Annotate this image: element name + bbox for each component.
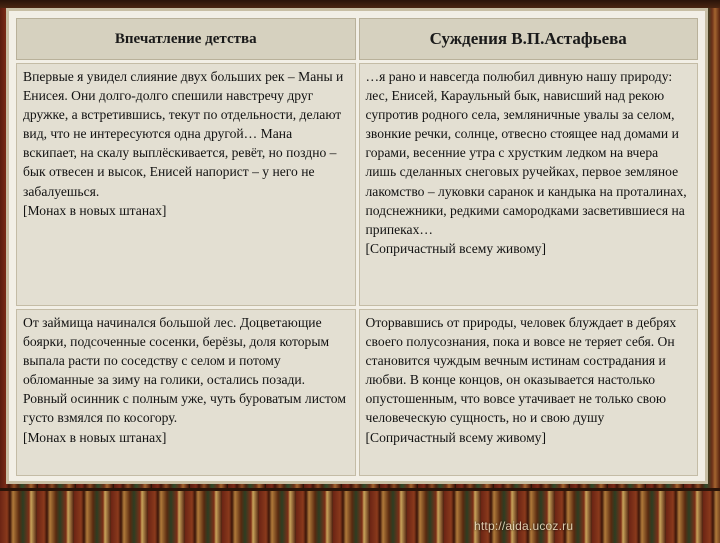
table-cell-judgment xyxy=(359,63,699,306)
comparison-table xyxy=(13,15,701,479)
cell-text: Впервые я увидел слияние двух больших рек – Маны и Енисея. Они долго-долго спешили навстречу друг дружке, а встретившись, текут по отдельности, делают вид, что не интересуются одна другой… Мана вскипает, на скалу выплёскивается, ревёт, но поздно – бык отвесен и высок, Енисей напорист – у него не забалуешься. [Монах в новых штанах] xyxy=(23,69,344,218)
bookshelf-bottom-decor xyxy=(0,488,720,543)
table-cell-judgment xyxy=(359,309,699,476)
cell-text: …я рано и навсегда полюбил дивную нашу природу: лес, Енисей, Караульный бык, нависший над рекою супротив родного села, земляничные увалы за селом, звонкие речки, солнце, отвесно стоящее над домами и горами, весенние утра с хрустким ледком на вчера лишь сделанных снеговых ручейках, первое земляное лакомство – луковки саранок и кандыка на проталинах, подснежники, редкими самородками засветившиеся на припеках… [Сопричастный всему живому] xyxy=(365,69,687,256)
table-row xyxy=(16,63,698,306)
slide-table-frame xyxy=(6,8,708,484)
bookshelf-top-decor xyxy=(0,0,720,8)
table-cell-impression xyxy=(16,309,356,476)
cell-text: От займища начинался большой лес. Доцветающие боярки, подсоченные сосенки, берёзы, доля которым выпала расти по соседству с селом и потому обломанные за зиму на голики, остались позади. Ровный осинник с полным уже, чуть буроватым листом густо взмялся по косогору. [Монах в новых штанах] xyxy=(23,315,346,445)
table-cell-impression xyxy=(16,63,356,306)
cell-text: Оторвавшись от природы, человек блуждает в дебрях своего полусознания, пока и вовсе не теряет себя. Он становится чуждым вечным истинам сострадания и любви. В конце концов, он оказывается настолько опустошенным, что вовсе утачивает не только свою человеческую сущность, но и свою душу [Сопричастный всему живому] xyxy=(365,315,677,445)
header-astafiev-judgments: Суждения В.П.Астафьева xyxy=(359,18,699,60)
watermark-url: http://aida.ucoz.ru xyxy=(474,519,574,533)
table-header-row xyxy=(16,18,698,60)
table-row xyxy=(16,309,698,476)
header-childhood-impression: Впечатление детства xyxy=(16,18,356,60)
